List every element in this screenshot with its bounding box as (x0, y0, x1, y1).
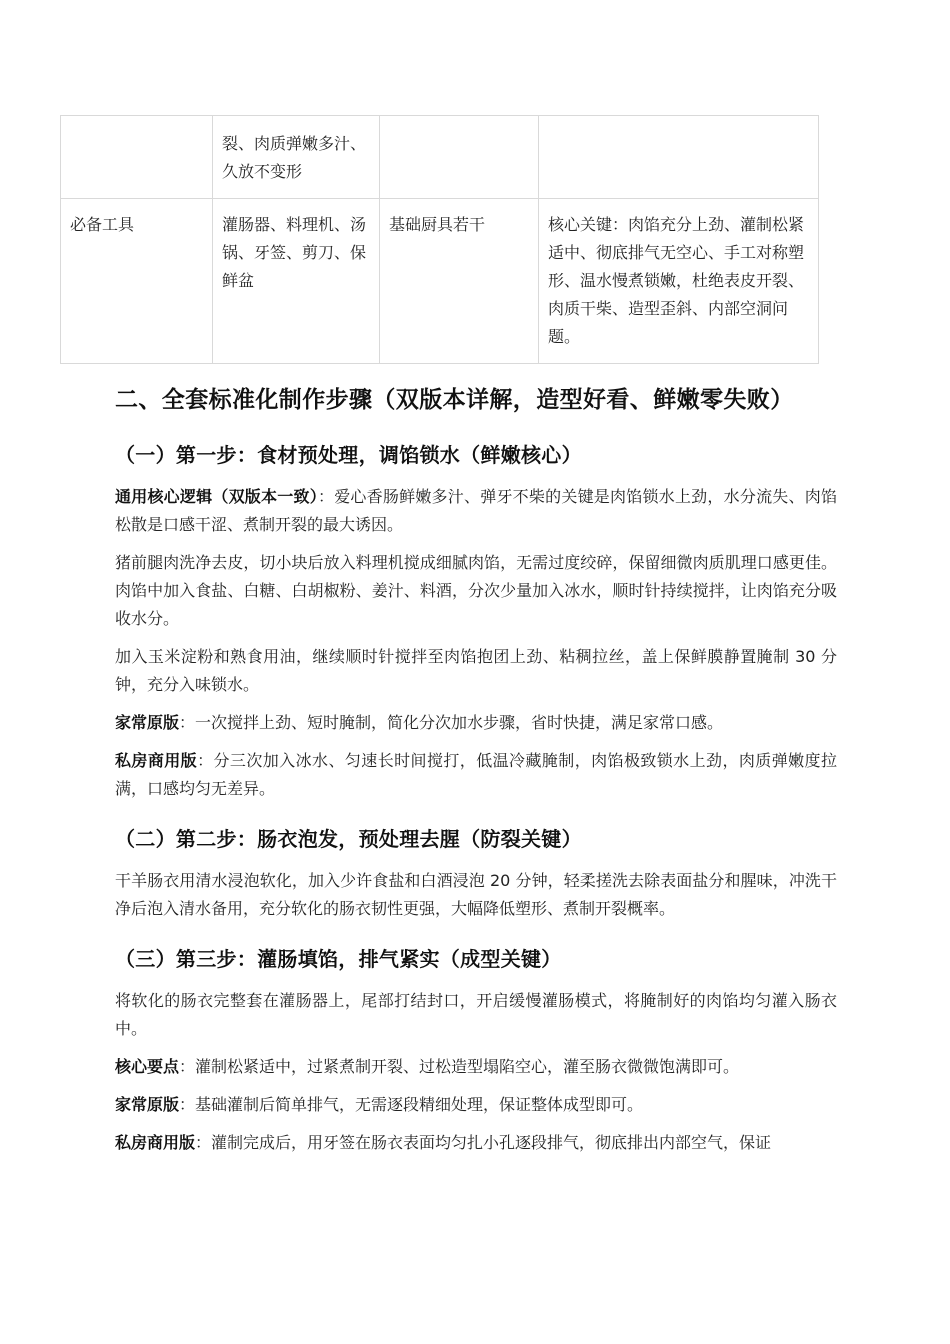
key-points-label: 核心要点 (115, 1057, 180, 1076)
home-version-label: 家常原版 (115, 713, 180, 732)
table-cell-core-key: 核心关键：肉馅充分上劲、灌制松紧适中、彻底排气无空心、手工对称塑形、温水慢煮锁嫩，杜绝表皮开裂、肉质干柴、造型歪斜、内部空洞问题。 (539, 199, 819, 364)
logic-label: 通用核心逻辑（双版本一致） (115, 487, 318, 506)
table-cell (61, 116, 213, 199)
pro-version-label: 私房商用版 (115, 1133, 196, 1152)
home-version-text: 一次搅拌上劲、短时腌制，简化分次加水步骤，省时快捷，满足家常口感。 (195, 713, 724, 732)
logic-separator: ： (317, 487, 335, 506)
logic-text: 爱心香肠鲜嫩多汁、弹牙不柴的关键是肉馅锁水上劲，水分流失、肉馅松散是口感干涩、煮制开裂的最大诱因。 (115, 487, 837, 534)
pro-version-separator: ： (197, 751, 214, 770)
key-points-separator: ： (179, 1057, 196, 1076)
step3-paragraph-1: 将软化的肠衣完整套在灌肠器上，尾部打结封口，开启缓慢灌肠模式，将腌制好的肉馅均匀灌入肠衣中。 (115, 991, 837, 1038)
pro-version-text: 灌制完成后，用牙签在肠衣表面均匀扎小孔逐段排气，彻底排出内部空气，保证 (211, 1133, 772, 1152)
step1-paragraph-1: 猪前腿肉洗净去皮，切小块后放入料理机搅成细腻肉馅，无需过度绞碎，保留细微肉质肌理口感更佳。肉馅中加入食盐、白糖、白胡椒粉、姜汁、料酒，分次少量加入冰水，顺时针持续搅拌，让肉馅充分吸收水分。 (115, 553, 837, 628)
pro-version-label: 私房商用版 (115, 751, 198, 770)
step2-heading: （二）第二步：肠衣泡发，预处理去腥（防裂关键） (115, 827, 582, 851)
table-cell (539, 116, 819, 199)
section-heading: 二、全套标准化制作步骤（双版本详解，造型好看、鲜嫩零失败） (115, 387, 794, 413)
home-version-separator: ： (179, 713, 196, 732)
step3-heading: （三）第三步：灌肠填馅，排气紧实（成型关键） (115, 947, 562, 971)
step2-paragraph-1: 干羊肠衣用清水浸泡软化，加入少许食盐和白酒浸泡 20 分钟，轻柔搓洗去除表面盐分和腥味，冲洗干净后泡入清水备用，充分软化的肠衣韧性更强，大幅降低塑形、煮制开裂概率。 (115, 871, 837, 918)
step1-heading: （一）第一步：食材预处理，调馅锁水（鲜嫩核心） (115, 443, 582, 467)
table-row (61, 199, 819, 364)
step3-pro-version (115, 1129, 837, 1157)
home-version-separator: ： (179, 1095, 196, 1114)
table-cell-tools-label: 必备工具 (61, 199, 213, 364)
step1-home-version (115, 709, 837, 737)
key-points-text: 灌制松紧适中，过紧煮制开裂、过松造型塌陷空心，灌至肠衣微微饱满即可。 (195, 1057, 740, 1076)
step1-pro-version (115, 747, 837, 803)
step3-home-version (115, 1091, 837, 1119)
table-cell: 裂、肉质弹嫩多汁、久放不变形 (213, 116, 380, 199)
table-cell-basic-tools: 基础厨具若干 (380, 199, 539, 364)
table-row (61, 116, 819, 199)
table-cell-tools-list: 灌肠器、料理机、汤锅、牙签、剪刀、保鲜盆 (213, 199, 380, 364)
step1-paragraph-2: 加入玉米淀粉和熟食用油，继续顺时针搅拌至肉馅抱团上劲、粘稠拉丝，盖上保鲜膜静置腌制 30 分钟，充分入味锁水。 (115, 647, 837, 694)
home-version-text: 基础灌制后简单排气，无需逐段精细处理，保证整体成型即可。 (195, 1095, 644, 1114)
pro-version-separator: ： (195, 1133, 212, 1152)
pro-version-text: 分三次加入冰水、匀速长时间搅打，低温冷藏腌制，肉馅极致锁水上劲，肉质弹嫩度拉满，口感均匀无差异。 (115, 751, 837, 798)
home-version-label: 家常原版 (115, 1095, 180, 1114)
spec-table (60, 115, 819, 364)
step1-logic-paragraph (115, 483, 837, 539)
step3-key-points (115, 1053, 837, 1081)
main-content (115, 380, 837, 1157)
table-cell (380, 116, 539, 199)
